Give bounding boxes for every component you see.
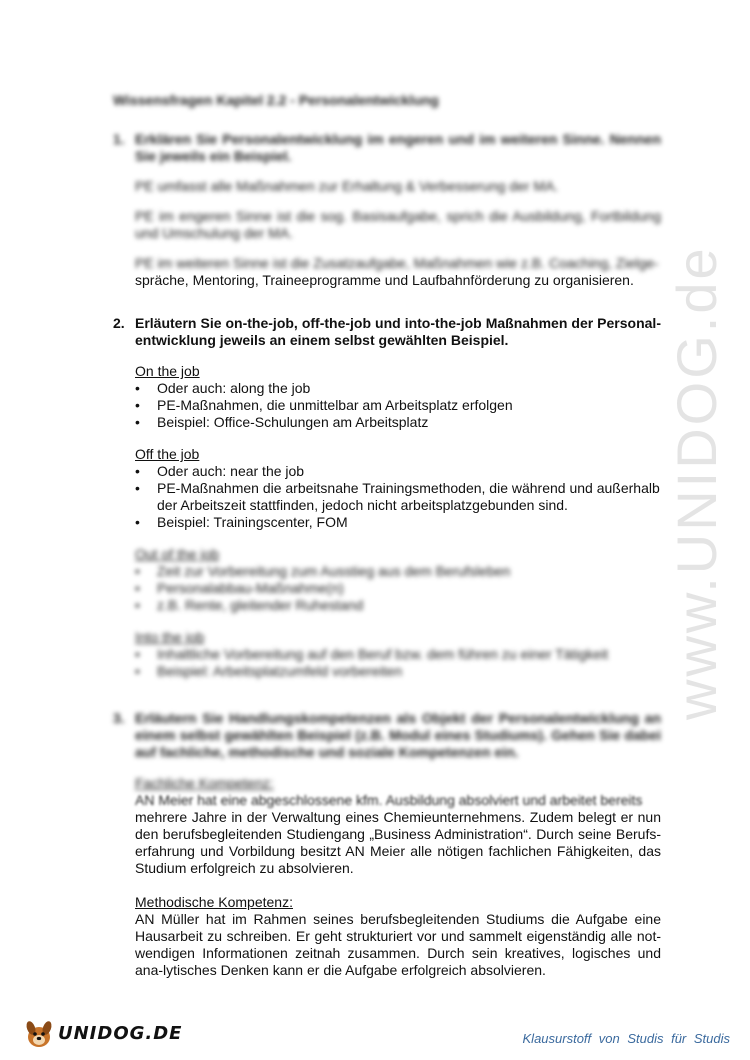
answer-paragraph: PE im engeren Sinne ist die sog. Basisaufgabe, sprich die Ausbildung, Fortbildung und Umschulung der MA. (135, 208, 661, 241)
bullet-list (135, 380, 661, 431)
question-text: Erklären Sie Personalentwicklung im engeren und im weiteren Sinne. Nennen Sie jeweils ein Beispiel. (135, 131, 661, 164)
section-heading-on-the-job: On the job (135, 363, 200, 379)
list-item: • Zeit zur Vorbereitung zum Ausstieg aus dem Berufsleben (135, 563, 661, 580)
answer-paragraph (135, 792, 661, 877)
question-text: Erläutern Sie Handlungskompetenzen als Objekt der Personalentwicklung an einem selbst gewählten Beispiel (z.B. Modul eines Studiums). Gehen Sie dabei auf fachliche, methodische und soziale Kompetenzen ein. (135, 710, 661, 760)
answer-paragraph: AN Müller hat im Rahmen seines berufsbegleitenden Studiums die Aufgabe eine Hausarbeit zu schreiben. Er geht strukturiert vor und sammelt eigenständig alle not-wendigen Informationen zeitnah zusammen. Durch sein kreatives, logisches und ana-lytisches Denken kann er die Aufgabe erfolgreich absolvieren. (135, 911, 661, 978)
clear-line: spräche, Mentoring, Traineeprogramme und Laufbahnförderung zu organisieren. (135, 272, 634, 288)
list-item: • Personalabbau-Maßnahme(n) (135, 580, 661, 597)
list-item: • PE-Maßnahmen, die unmittelbar am Arbeitsplatz erfolgen (135, 397, 661, 414)
question-3 (113, 710, 661, 761)
question-text: Erläutern Sie on-the-job, off-the-job und into-the-job Maßnahmen der Personal-entwicklung jeweils an einem selbst gewählten Beispiel. (135, 315, 661, 348)
section-heading-out-of-the-job: Out of the job (135, 546, 220, 562)
logo-text: UNIDOG.DE (58, 1022, 183, 1044)
blurred-line: PE im weiteren Sinne ist die Zusatzaufgabe, Maßnahmen wie z.B. Coaching, Zielge- (135, 255, 659, 271)
unidog-logo[interactable] (22, 1016, 182, 1050)
bullet-list (135, 563, 661, 614)
list-item: • Beispiel: Arbeitsplatzumfeld vorbereiten (135, 663, 661, 680)
section-heading-into-the-job: Into the job (135, 629, 205, 645)
question-number: 3. (113, 710, 125, 726)
section-heading-off-the-job: Off the job (135, 446, 200, 462)
list-item: • Oder auch: along the job (135, 380, 661, 397)
list-item: • Inhaltliche Vorbereitung auf den Beruf bzw. dem führen zu einer Tätigkeit (135, 646, 661, 663)
question-number: 1. (113, 131, 125, 147)
section-heading-methodische-kompetenz: Methodische Kompetenz: (135, 894, 293, 910)
list-item: • Beispiel: Trainingscenter, FOM (135, 514, 661, 531)
watermark: www.UNIDOG.de (665, 245, 728, 720)
dog-mascot-icon (22, 1016, 56, 1050)
partially-blurred-line: AN Meier hat eine abgeschlossene kfm. Ausbildung absolviert und arbeitet bereits (135, 792, 643, 808)
question-number: 2. (113, 315, 125, 331)
bullet-list (135, 463, 661, 531)
answer-paragraph (135, 255, 661, 289)
list-item: • Oder auch: near the job (135, 463, 661, 480)
document-title: Wissensfragen Kapitel 2.2 - Personalentwicklung (113, 92, 439, 108)
question-1 (113, 131, 661, 165)
list-item: • Beispiel: Office-Schulungen am Arbeitsplatz (135, 414, 661, 431)
list-item: • PE-Maßnahmen die arbeitsnahe Trainingsmethoden, die während und außerhalb der Arbeitszeit stattfinden, jedoch nicht arbeitsplatzgebunden sind. (135, 480, 661, 514)
bullet-list (135, 646, 661, 680)
section-heading-fachliche-kompetenz: Fachliche Kompetenz: (135, 775, 274, 791)
list-item: • z.B. Rente, gleitender Ruhestand (135, 597, 661, 614)
answer-paragraph: PE umfasst alle Maßnahmen zur Erhaltung & Verbesserung der MA. (135, 178, 559, 194)
clear-text: mehrere Jahre in der Verwaltung eines Chemieunternehmens. Zudem belegt er nun den berufsbegleitenden Studiengang „Business Administration“. Durch seine Berufs-erfahrung und Vorbildung besitzt AN Meier alle nötigen fachlichen Fähigkeiten, das Studium erfolgreich zu absolvieren. (135, 809, 661, 876)
document-content (113, 92, 661, 979)
footer-tagline: Klausurstoff von Studis für Studis (522, 1031, 730, 1046)
question-2 (113, 315, 661, 349)
